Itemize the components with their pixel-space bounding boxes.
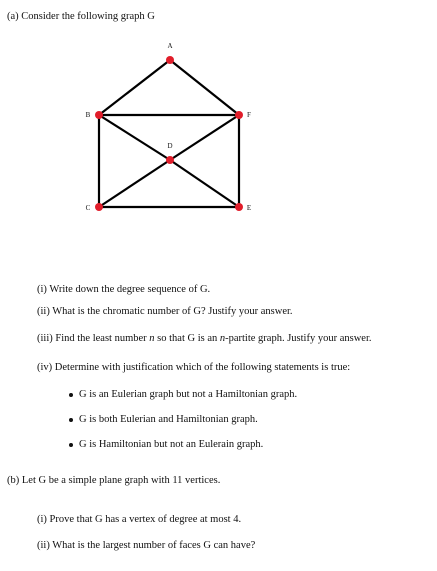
- option-3: G is Hamiltonian but not an Eulerain graph.: [79, 439, 264, 450]
- bullet-2: [69, 418, 73, 422]
- graph-vertices: [95, 56, 243, 211]
- edge-b-d: [99, 115, 173, 160]
- q3-text-pre: (iii) Find the least number: [37, 333, 150, 344]
- vertex-label-d: D: [167, 142, 173, 150]
- edge-f-d: [170, 115, 239, 160]
- part-b-heading: (b) Let G be a simple plane graph with 11 vertices.: [7, 475, 221, 486]
- q3-text-mid: so that G is an: [154, 333, 220, 344]
- vertex-label-f: F: [247, 111, 251, 119]
- graph-edges: [99, 60, 239, 207]
- vertex-label-b: B: [85, 111, 91, 119]
- option-1: G is an Eulerian graph but not a Hamiltonian graph.: [79, 389, 298, 400]
- edge-d-e: [170, 160, 239, 207]
- question-a-iii: [37, 332, 372, 345]
- edge-d-c: [99, 160, 170, 207]
- vertex-c: [95, 203, 103, 211]
- q3-var-n: n: [149, 333, 155, 344]
- graph-vertex-labels: [86, 42, 251, 212]
- option-2: G is both Eulerian and Hamiltonian graph.: [79, 414, 258, 425]
- vertex-d: [166, 156, 174, 164]
- vertex-f: [235, 111, 243, 119]
- question-b-ii: (ii) What is the largest number of faces G can have?: [37, 540, 256, 551]
- graph-figure: [0, 0, 437, 230]
- question-a-ii: (ii) What is the chromatic number of G? Justify your answer.: [37, 306, 293, 317]
- q3-text-post: -partite graph. Justify your answer.: [225, 333, 372, 344]
- vertex-label-c: C: [85, 204, 91, 212]
- bullet-1: [69, 393, 73, 397]
- vertex-a: [166, 56, 174, 64]
- edge-a-f: [170, 60, 239, 115]
- part-a-heading: (a) Consider the following graph G: [7, 11, 155, 22]
- question-a-i: (i) Write down the degree sequence of G.: [37, 284, 211, 295]
- vertex-label-a: A: [167, 42, 173, 50]
- edge-a-b: [99, 60, 170, 115]
- bullet-3: [69, 443, 73, 447]
- q3-var-n-partite: n: [219, 333, 226, 344]
- vertex-label-e: E: [246, 204, 252, 212]
- vertex-e: [235, 203, 243, 211]
- vertex-b: [95, 111, 103, 119]
- question-a-iv: (iv) Determine with justification which of the following statements is true:: [37, 362, 351, 373]
- question-b-i: (i) Prove that G has a vertex of degree at most 4.: [37, 514, 242, 525]
